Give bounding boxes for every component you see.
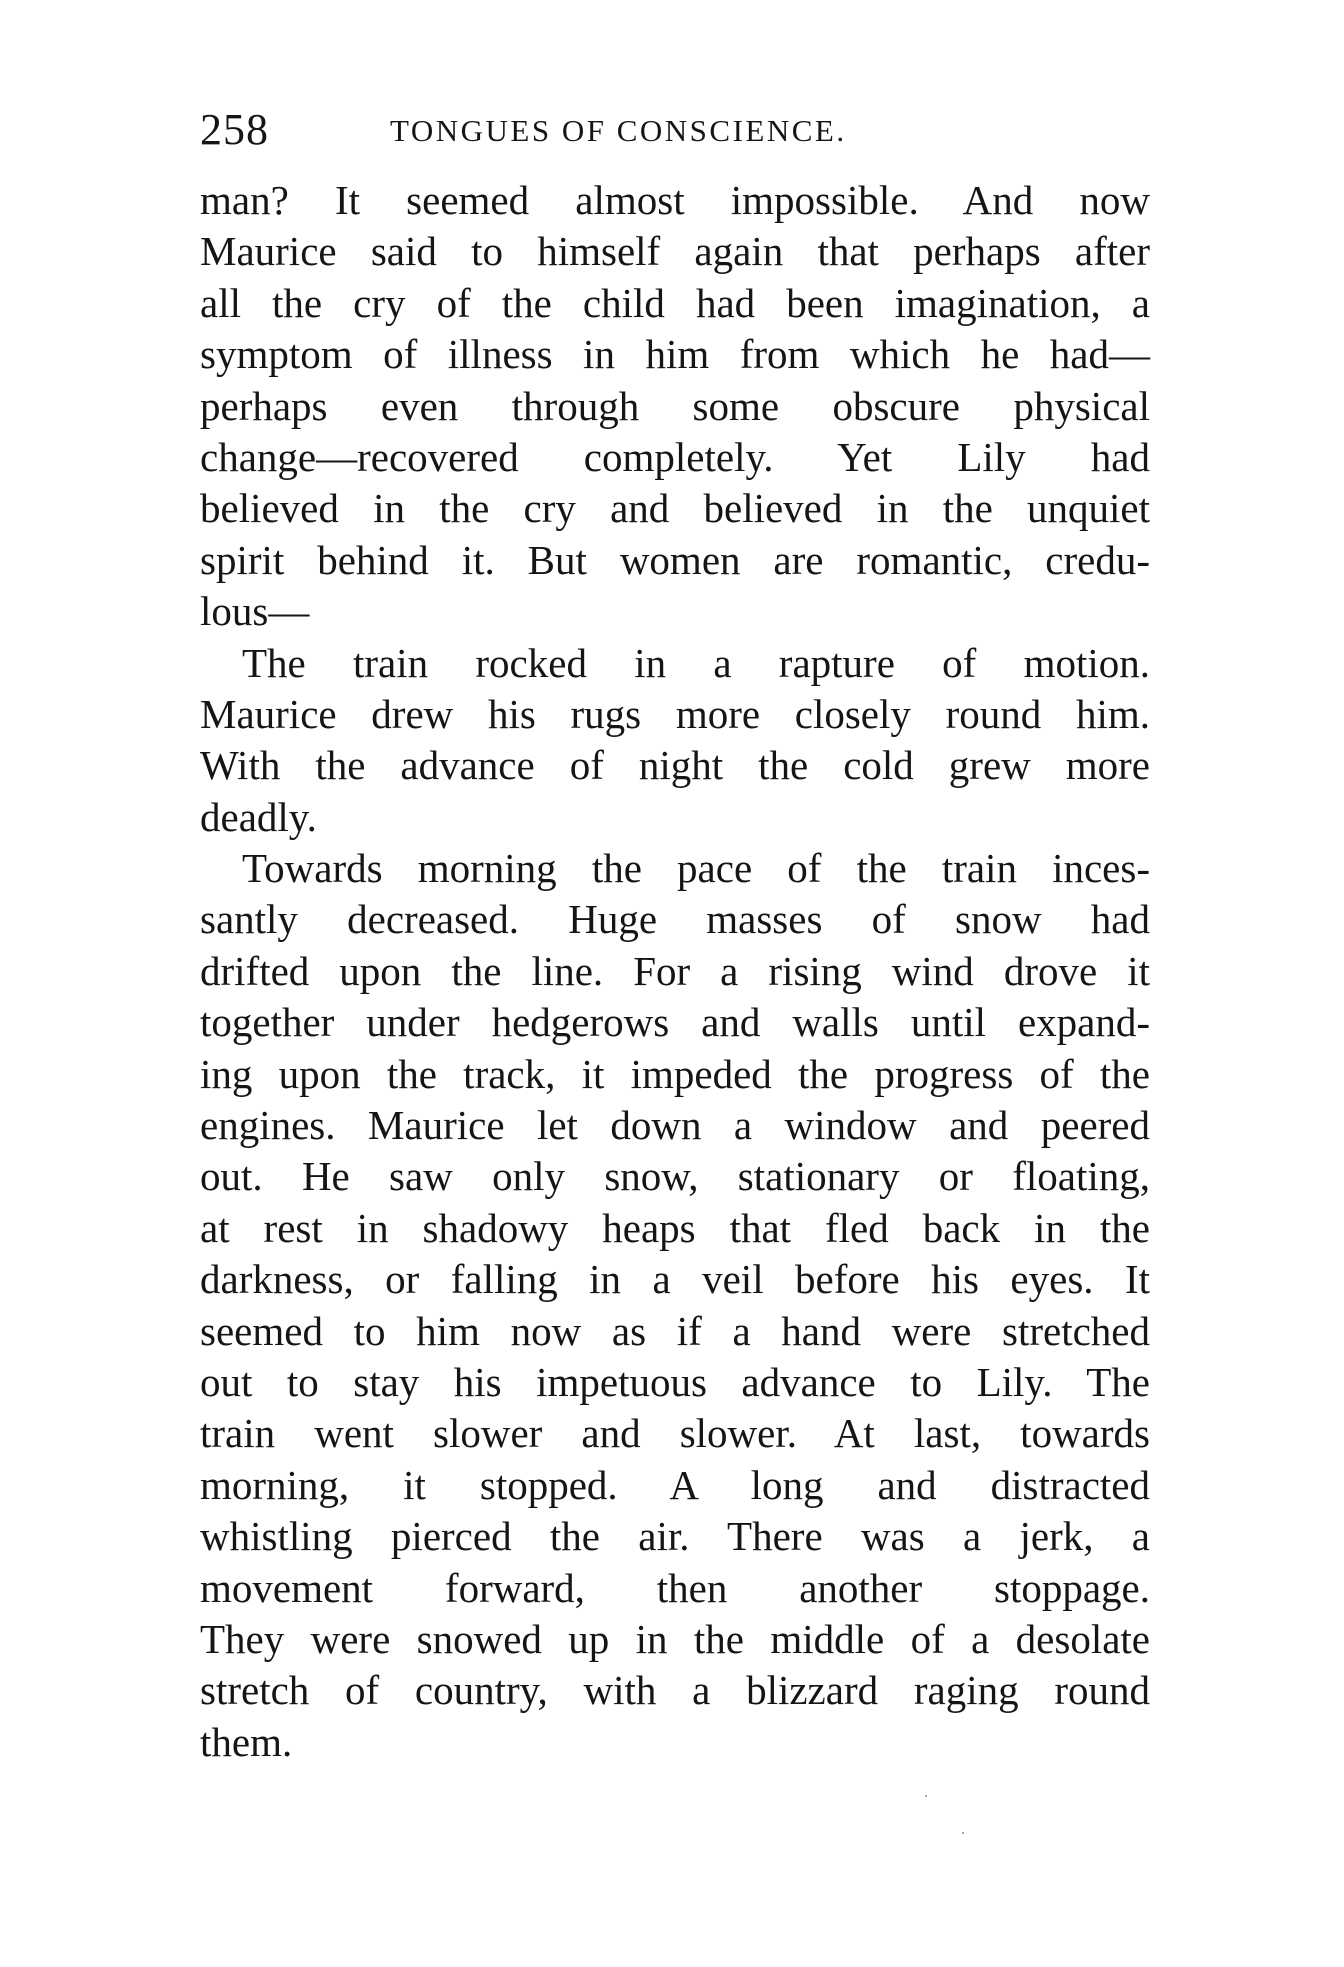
- text-line: all the cry of the child had been imagination, a: [200, 279, 1150, 326]
- text-line: out to stay his impetuous advance to Lily. The: [200, 1358, 1150, 1405]
- text-line: them.: [200, 1718, 293, 1765]
- body-text: [200, 175, 1150, 1768]
- text-line: change—recovered completely. Yet Lily had: [200, 433, 1150, 480]
- text-line: out. He saw only snow, stationary or floating,: [200, 1153, 1150, 1200]
- text-line: perhaps even through some obscure physical: [200, 382, 1150, 429]
- text-line: stretch of country, with a blizzard raging round: [200, 1667, 1150, 1714]
- text-line: seemed to him now as if a hand were stretched: [200, 1307, 1150, 1354]
- running-head: [200, 100, 1150, 160]
- text-line: at rest in shadowy heaps that fled back in the: [200, 1204, 1150, 1251]
- text-line: man? It seemed almost impossible. And now: [200, 177, 1150, 223]
- paragraph-start-line: Towards morning the pace of the train inces-: [242, 845, 1150, 892]
- text-line: darkness, or falling in a veil before his eyes. It: [200, 1256, 1150, 1303]
- paper-speck: [925, 1795, 927, 1797]
- text-line: lous—: [200, 588, 310, 635]
- text-line: train went slower and slower. At last, towards: [200, 1410, 1150, 1457]
- paragraph-start-line: The train rocked in a rapture of motion.: [242, 639, 1150, 686]
- text-line: spirit behind it. But women are romantic, credu-: [200, 536, 1150, 583]
- text-line: ing upon the track, it impeded the progress of the: [200, 1050, 1150, 1097]
- text-line: drifted upon the line. For a rising wind drove it: [200, 947, 1150, 994]
- paper-speck: [962, 1832, 964, 1834]
- text-line: With the advance of night the cold grew more: [200, 742, 1150, 789]
- text-line: believed in the cry and believed in the unquiet: [200, 485, 1150, 532]
- text-line: morning, it stopped. A long and distracted: [200, 1461, 1150, 1508]
- text-line: santly decreased. Huge masses of snow had: [200, 896, 1150, 943]
- text-line: They were snowed up in the middle of a desolate: [200, 1615, 1150, 1662]
- text-line: together under hedgerows and walls until expand-: [200, 999, 1150, 1046]
- text-line: Maurice said to himself again that perhaps after: [200, 228, 1150, 275]
- running-title: TONGUES OF CONSCIENCE.: [390, 113, 847, 148]
- text-line: deadly.: [200, 793, 317, 840]
- text-line: Maurice drew his rugs more closely round him.: [200, 690, 1150, 737]
- text-line: whistling pierced the air. There was a jerk, a: [200, 1513, 1150, 1560]
- text-line: engines. Maurice let down a window and peered: [200, 1102, 1150, 1149]
- page-number: 258: [200, 105, 269, 154]
- text-line: symptom of illness in him from which he had—: [200, 331, 1150, 378]
- text-line: movement forward, then another stoppage.: [200, 1564, 1150, 1611]
